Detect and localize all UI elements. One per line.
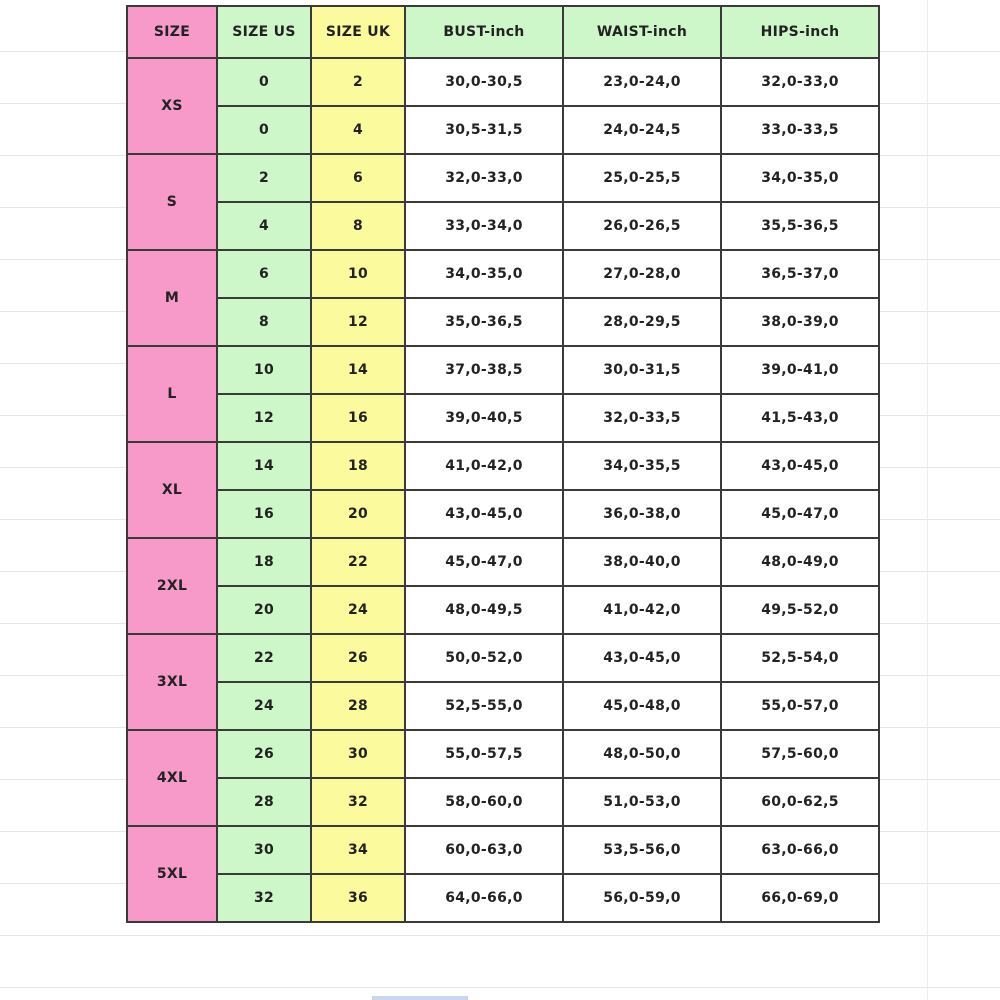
hips-cell: 39,0-41,0 <box>721 346 879 394</box>
size-us-cell: 28 <box>217 778 311 826</box>
bust-cell: 64,0-66,0 <box>405 874 563 922</box>
size-chart-table <box>126 5 880 923</box>
hips-cell: 32,0-33,0 <box>721 58 879 106</box>
bust-cell: 33,0-34,0 <box>405 202 563 250</box>
size-us-cell: 16 <box>217 490 311 538</box>
waist-cell: 53,5-56,0 <box>563 826 721 874</box>
size-label-cell: 5XL <box>127 826 217 922</box>
bust-cell: 52,5-55,0 <box>405 682 563 730</box>
table-row <box>127 346 879 394</box>
waist-cell: 45,0-48,0 <box>563 682 721 730</box>
waist-cell: 32,0-33,5 <box>563 394 721 442</box>
hips-cell: 49,5-52,0 <box>721 586 879 634</box>
size-uk-cell: 30 <box>311 730 405 778</box>
header-row <box>127 6 879 58</box>
hips-cell: 52,5-54,0 <box>721 634 879 682</box>
size-uk-cell: 2 <box>311 58 405 106</box>
table-row <box>127 154 879 202</box>
size-uk-cell: 12 <box>311 298 405 346</box>
bust-cell: 34,0-35,0 <box>405 250 563 298</box>
waist-cell: 36,0-38,0 <box>563 490 721 538</box>
table-row <box>127 394 879 442</box>
waist-cell: 24,0-24,5 <box>563 106 721 154</box>
table-row <box>127 202 879 250</box>
header-size-us: SIZE US <box>217 6 311 58</box>
size-uk-cell: 34 <box>311 826 405 874</box>
size-uk-cell: 4 <box>311 106 405 154</box>
waist-cell: 30,0-31,5 <box>563 346 721 394</box>
bust-cell: 32,0-33,0 <box>405 154 563 202</box>
hips-cell: 60,0-62,5 <box>721 778 879 826</box>
hips-cell: 33,0-33,5 <box>721 106 879 154</box>
bust-cell: 30,0-30,5 <box>405 58 563 106</box>
size-us-cell: 26 <box>217 730 311 778</box>
size-label-cell: 4XL <box>127 730 217 826</box>
table-row <box>127 442 879 490</box>
header-bust: BUST-inch <box>405 6 563 58</box>
size-us-cell: 18 <box>217 538 311 586</box>
waist-cell: 25,0-25,5 <box>563 154 721 202</box>
hips-cell: 63,0-66,0 <box>721 826 879 874</box>
size-us-cell: 6 <box>217 250 311 298</box>
table-row <box>127 250 879 298</box>
bust-cell: 45,0-47,0 <box>405 538 563 586</box>
size-us-cell: 10 <box>217 346 311 394</box>
waist-cell: 41,0-42,0 <box>563 586 721 634</box>
table-row <box>127 58 879 106</box>
table-row <box>127 298 879 346</box>
waist-cell: 28,0-29,5 <box>563 298 721 346</box>
table-row <box>127 106 879 154</box>
table-row <box>127 826 879 874</box>
hips-cell: 45,0-47,0 <box>721 490 879 538</box>
hips-cell: 57,5-60,0 <box>721 730 879 778</box>
size-label-cell: 2XL <box>127 538 217 634</box>
size-uk-cell: 24 <box>311 586 405 634</box>
size-label-cell: XL <box>127 442 217 538</box>
size-us-cell: 20 <box>217 586 311 634</box>
header-size: SIZE <box>127 6 217 58</box>
size-uk-cell: 32 <box>311 778 405 826</box>
hips-cell: 48,0-49,0 <box>721 538 879 586</box>
hips-cell: 35,5-36,5 <box>721 202 879 250</box>
bust-cell: 60,0-63,0 <box>405 826 563 874</box>
table-row <box>127 538 879 586</box>
size-us-cell: 0 <box>217 106 311 154</box>
bust-cell: 55,0-57,5 <box>405 730 563 778</box>
size-us-cell: 14 <box>217 442 311 490</box>
table-row <box>127 778 879 826</box>
waist-cell: 34,0-35,5 <box>563 442 721 490</box>
bust-cell: 43,0-45,0 <box>405 490 563 538</box>
size-us-cell: 32 <box>217 874 311 922</box>
size-us-cell: 0 <box>217 58 311 106</box>
hips-cell: 55,0-57,0 <box>721 682 879 730</box>
header-hips: HIPS-inch <box>721 6 879 58</box>
waist-cell: 56,0-59,0 <box>563 874 721 922</box>
size-uk-cell: 16 <box>311 394 405 442</box>
table-row <box>127 730 879 778</box>
waist-cell: 23,0-24,0 <box>563 58 721 106</box>
size-us-cell: 4 <box>217 202 311 250</box>
hips-cell: 43,0-45,0 <box>721 442 879 490</box>
size-uk-cell: 20 <box>311 490 405 538</box>
size-us-cell: 12 <box>217 394 311 442</box>
size-label-cell: L <box>127 346 217 442</box>
size-label-cell: M <box>127 250 217 346</box>
table-row <box>127 682 879 730</box>
table-row <box>127 586 879 634</box>
size-us-cell: 22 <box>217 634 311 682</box>
waist-cell: 38,0-40,0 <box>563 538 721 586</box>
table-row <box>127 634 879 682</box>
size-uk-cell: 8 <box>311 202 405 250</box>
size-us-cell: 24 <box>217 682 311 730</box>
size-uk-cell: 26 <box>311 634 405 682</box>
header-size-uk: SIZE UK <box>311 6 405 58</box>
hips-cell: 34,0-35,0 <box>721 154 879 202</box>
bust-cell: 50,0-52,0 <box>405 634 563 682</box>
size-uk-cell: 14 <box>311 346 405 394</box>
size-us-cell: 8 <box>217 298 311 346</box>
size-uk-cell: 6 <box>311 154 405 202</box>
waist-cell: 43,0-45,0 <box>563 634 721 682</box>
size-label-cell: 3XL <box>127 634 217 730</box>
size-uk-cell: 28 <box>311 682 405 730</box>
waist-cell: 27,0-28,0 <box>563 250 721 298</box>
grid-column-line <box>927 0 928 1000</box>
hips-cell: 66,0-69,0 <box>721 874 879 922</box>
waist-cell: 51,0-53,0 <box>563 778 721 826</box>
table-row <box>127 874 879 922</box>
bust-cell: 37,0-38,5 <box>405 346 563 394</box>
size-uk-cell: 18 <box>311 442 405 490</box>
bust-cell: 48,0-49,5 <box>405 586 563 634</box>
size-label-cell: XS <box>127 58 217 154</box>
scroll-indicator[interactable] <box>372 996 468 1000</box>
bust-cell: 58,0-60,0 <box>405 778 563 826</box>
bust-cell: 39,0-40,5 <box>405 394 563 442</box>
size-label-cell: S <box>127 154 217 250</box>
header-waist: WAIST-inch <box>563 6 721 58</box>
size-uk-cell: 36 <box>311 874 405 922</box>
hips-cell: 41,5-43,0 <box>721 394 879 442</box>
hips-cell: 36,5-37,0 <box>721 250 879 298</box>
size-us-cell: 2 <box>217 154 311 202</box>
waist-cell: 48,0-50,0 <box>563 730 721 778</box>
waist-cell: 26,0-26,5 <box>563 202 721 250</box>
table-row <box>127 490 879 538</box>
bust-cell: 41,0-42,0 <box>405 442 563 490</box>
size-uk-cell: 22 <box>311 538 405 586</box>
bust-cell: 35,0-36,5 <box>405 298 563 346</box>
size-uk-cell: 10 <box>311 250 405 298</box>
size-us-cell: 30 <box>217 826 311 874</box>
hips-cell: 38,0-39,0 <box>721 298 879 346</box>
bust-cell: 30,5-31,5 <box>405 106 563 154</box>
